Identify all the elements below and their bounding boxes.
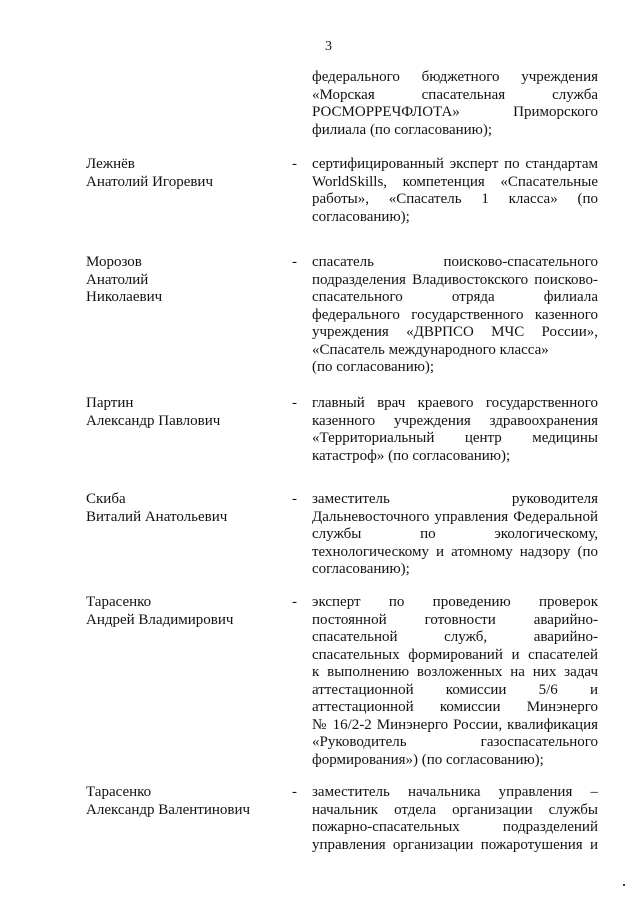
name-line: Лежнёв [86, 156, 135, 172]
member-description [312, 784, 598, 854]
text-line: аттестационной комиссии 5/6 и [312, 681, 598, 698]
name-line: Николаевич [86, 289, 163, 305]
name-line: Андрей Владимирович [86, 611, 234, 628]
text-line: к выполнению возложенных на них задач [312, 664, 598, 680]
member-description [312, 594, 598, 769]
text-line: WorldSkills, компетенция «Спасательные [312, 173, 598, 190]
name-line: Морозов [86, 254, 142, 270]
name-line: Анатолий Игоревич [86, 173, 214, 190]
dash: - [292, 594, 297, 610]
text-line: филиала (по согласованию); [312, 121, 493, 138]
text-line: работы», «Спасатель 1 класса» (по [312, 191, 598, 207]
continuation-text [312, 69, 598, 139]
text-line: согласованию); [312, 561, 410, 577]
text-line: «Спасатель международного класса» [312, 341, 549, 358]
text-line: катастроф» (по согласованию); [312, 447, 511, 464]
member-description [312, 491, 598, 579]
text-line: эксперт по проведению проверок [312, 594, 598, 610]
dash: - [292, 254, 297, 270]
text-line: «Морская спасательная служба [312, 86, 598, 103]
name-line: Александр Валентинович [86, 801, 251, 818]
name-line: Виталий Анатольевич [86, 508, 228, 525]
text-line: подразделения Владивостокского поисково- [312, 271, 598, 288]
text-line: формирования») (по согласованию); [312, 751, 544, 768]
text-line: федерального бюджетного учреждения [312, 69, 598, 85]
member-name [86, 254, 276, 307]
name-line: Анатолий [86, 271, 149, 288]
text-line: пожарно-спасательных подразделений [312, 819, 598, 835]
text-line: (по согласованию); [312, 359, 435, 375]
text-line: Дальневосточного управления Федеральной [312, 508, 598, 525]
text-line: службы по экологическому, [312, 526, 598, 542]
dash: - [292, 491, 297, 507]
text-line: согласованию); [312, 208, 410, 225]
text-line: «Территориальный центр медицины [312, 430, 598, 446]
text-line: аттестационной комиссии Минэнерго [312, 699, 598, 715]
text-line: управления организации пожаротушения и [312, 836, 598, 853]
text-line: «Руководитель газоспасательного [312, 734, 598, 750]
text-line: главный врач краевого государственного [312, 395, 598, 411]
text-line: спасательного отряда филиала [312, 289, 598, 305]
name-line: Тарасенко [86, 594, 152, 610]
text-line: начальник отдела организации службы [312, 801, 598, 818]
member-description [312, 254, 598, 377]
text-line: РОСМОРРЕЧФЛОТА» Приморского [312, 104, 598, 120]
member-name [86, 784, 276, 819]
dash: - [292, 156, 297, 172]
text-line: федерального государственного казенного [312, 306, 598, 323]
text-line: № 16/2-2 Минэнерго России, квалификация [312, 716, 598, 733]
dash: - [292, 784, 297, 800]
name-line: Партин [86, 395, 134, 411]
member-description [312, 395, 598, 465]
member-name [86, 491, 276, 526]
text-line: заместитель руководителя [312, 491, 598, 507]
member-name [86, 395, 276, 430]
text-line: спасатель поисково-спасательного [312, 254, 598, 270]
text-line: учреждения «ДВРПСО МЧС России», [312, 324, 598, 340]
member-name [86, 594, 276, 629]
text-line: спасательной служб, аварийно- [312, 629, 598, 645]
text-line: постоянной готовности аварийно- [312, 611, 598, 628]
name-line: Скиба [86, 491, 126, 507]
member-name [86, 156, 276, 191]
page-number: 3 [325, 39, 332, 54]
dash: - [292, 395, 297, 411]
scan-speck [623, 884, 625, 886]
text-line: казенного учреждения здравоохранения [312, 412, 598, 429]
name-line: Тарасенко [86, 784, 152, 800]
name-line: Александр Павлович [86, 412, 221, 429]
text-line: сертифицированный эксперт по стандартам [312, 156, 598, 172]
text-line: технологическому и атомному надзору (по [312, 543, 598, 560]
member-description [312, 156, 598, 226]
text-line: спасательных формирований и спасателей [312, 646, 598, 663]
text-line: заместитель начальника управления – [312, 784, 598, 800]
